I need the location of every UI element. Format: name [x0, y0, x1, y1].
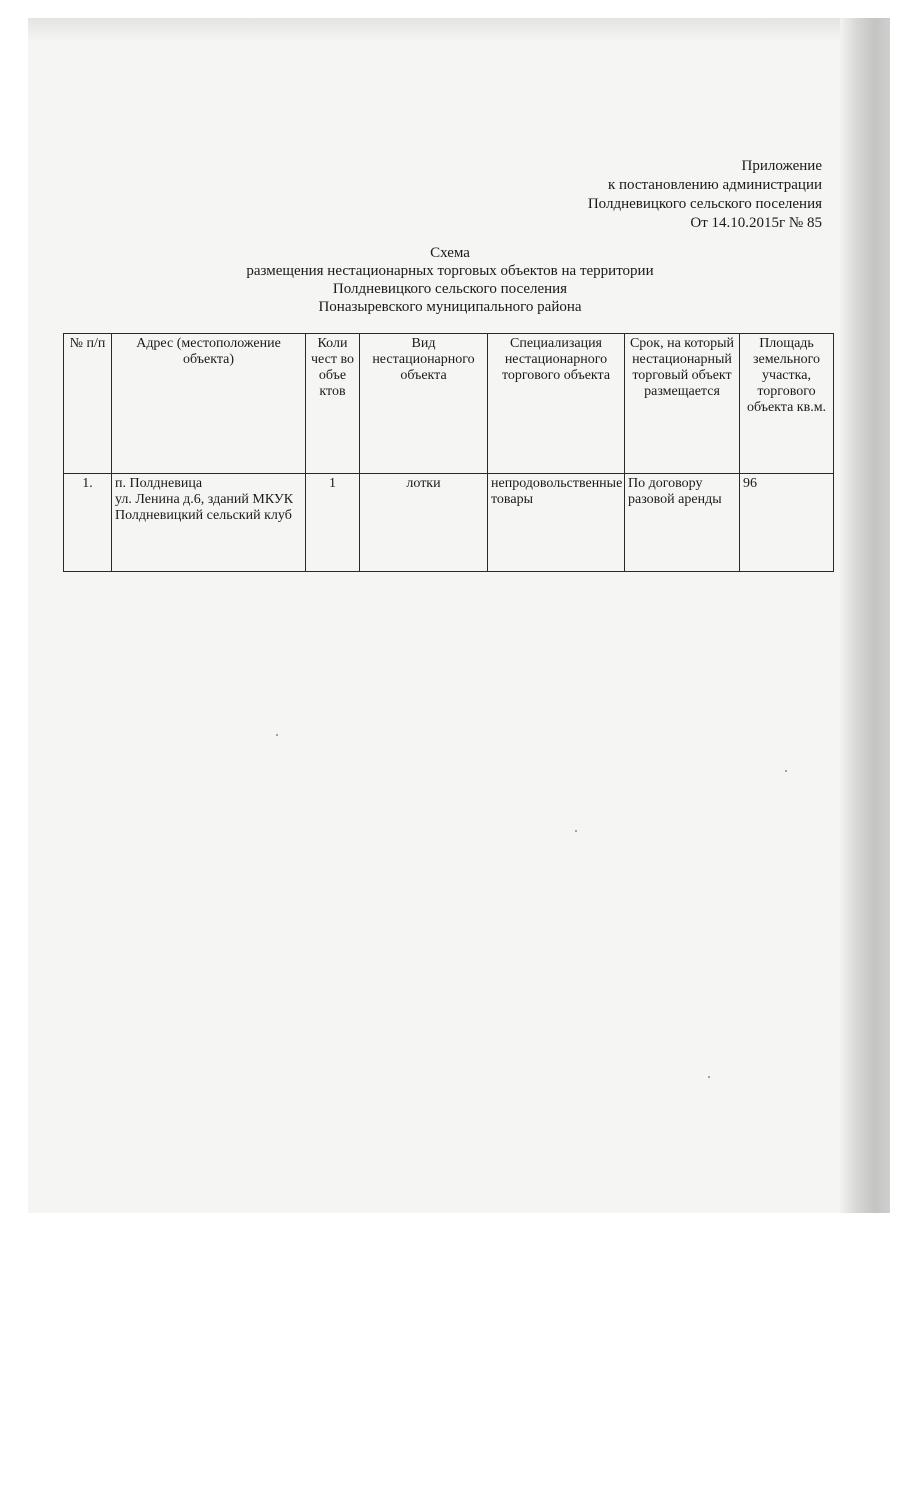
header-cell-address: Адрес (местоположение объекта)	[112, 334, 306, 474]
cell-specialization: непродовольственные товары	[488, 474, 625, 572]
header-cell-count: Коли чест во объе ктов	[306, 334, 360, 474]
cell-area: 96	[740, 474, 834, 572]
header-cell-number: № п/п	[64, 334, 112, 474]
table-row	[64, 474, 834, 572]
title-line-2: размещения нестационарных торговых объектов на территории	[246, 263, 654, 279]
appendix-line-4: От 14.10.2015г № 85	[690, 215, 822, 231]
cell-count: 1	[306, 474, 360, 572]
appendix-line-1: Приложение	[741, 158, 822, 174]
cell-number: 1.	[64, 474, 112, 572]
cell-term: По договору разовой аренды	[625, 474, 740, 572]
scan-speck	[708, 1076, 710, 1078]
appendix-line-3: Полдневицкого сельского поселения	[587, 196, 822, 212]
objects-table	[63, 333, 834, 572]
cell-address	[112, 474, 306, 572]
cell-address-line-1: п. Полдневица	[115, 476, 203, 491]
header-cell-area: Площадь земельного участка, торгового объекта кв.м.	[740, 334, 834, 474]
header-cell-kind: Вид нестационарного объекта	[360, 334, 488, 474]
cell-address-line-2: ул. Ленина д.6, зданий МКУК Полдневицкий сельский клуб	[115, 492, 294, 523]
title-line-1: Схема	[430, 245, 470, 261]
table-header-row	[64, 334, 834, 474]
scan-speck	[276, 734, 278, 736]
header-cell-term: Срок, на который нестационарный торговый объект размещается	[625, 334, 740, 474]
cell-kind: лотки	[360, 474, 488, 572]
appendix-line-2: к постановлению администрации	[607, 177, 822, 193]
scan-speck	[575, 830, 577, 832]
appendix-block	[588, 157, 822, 233]
scan-right-shadow	[840, 18, 890, 1213]
scan-top-shadow	[28, 18, 890, 42]
title-line-3: Полдневицкого сельского поселения	[332, 281, 568, 297]
scan-speck	[785, 770, 787, 772]
document-title	[150, 244, 750, 316]
title-line-4: Поназыревского муниципального района	[318, 299, 582, 315]
header-cell-specialization: Специализация нестационарного торгового объекта	[488, 334, 625, 474]
